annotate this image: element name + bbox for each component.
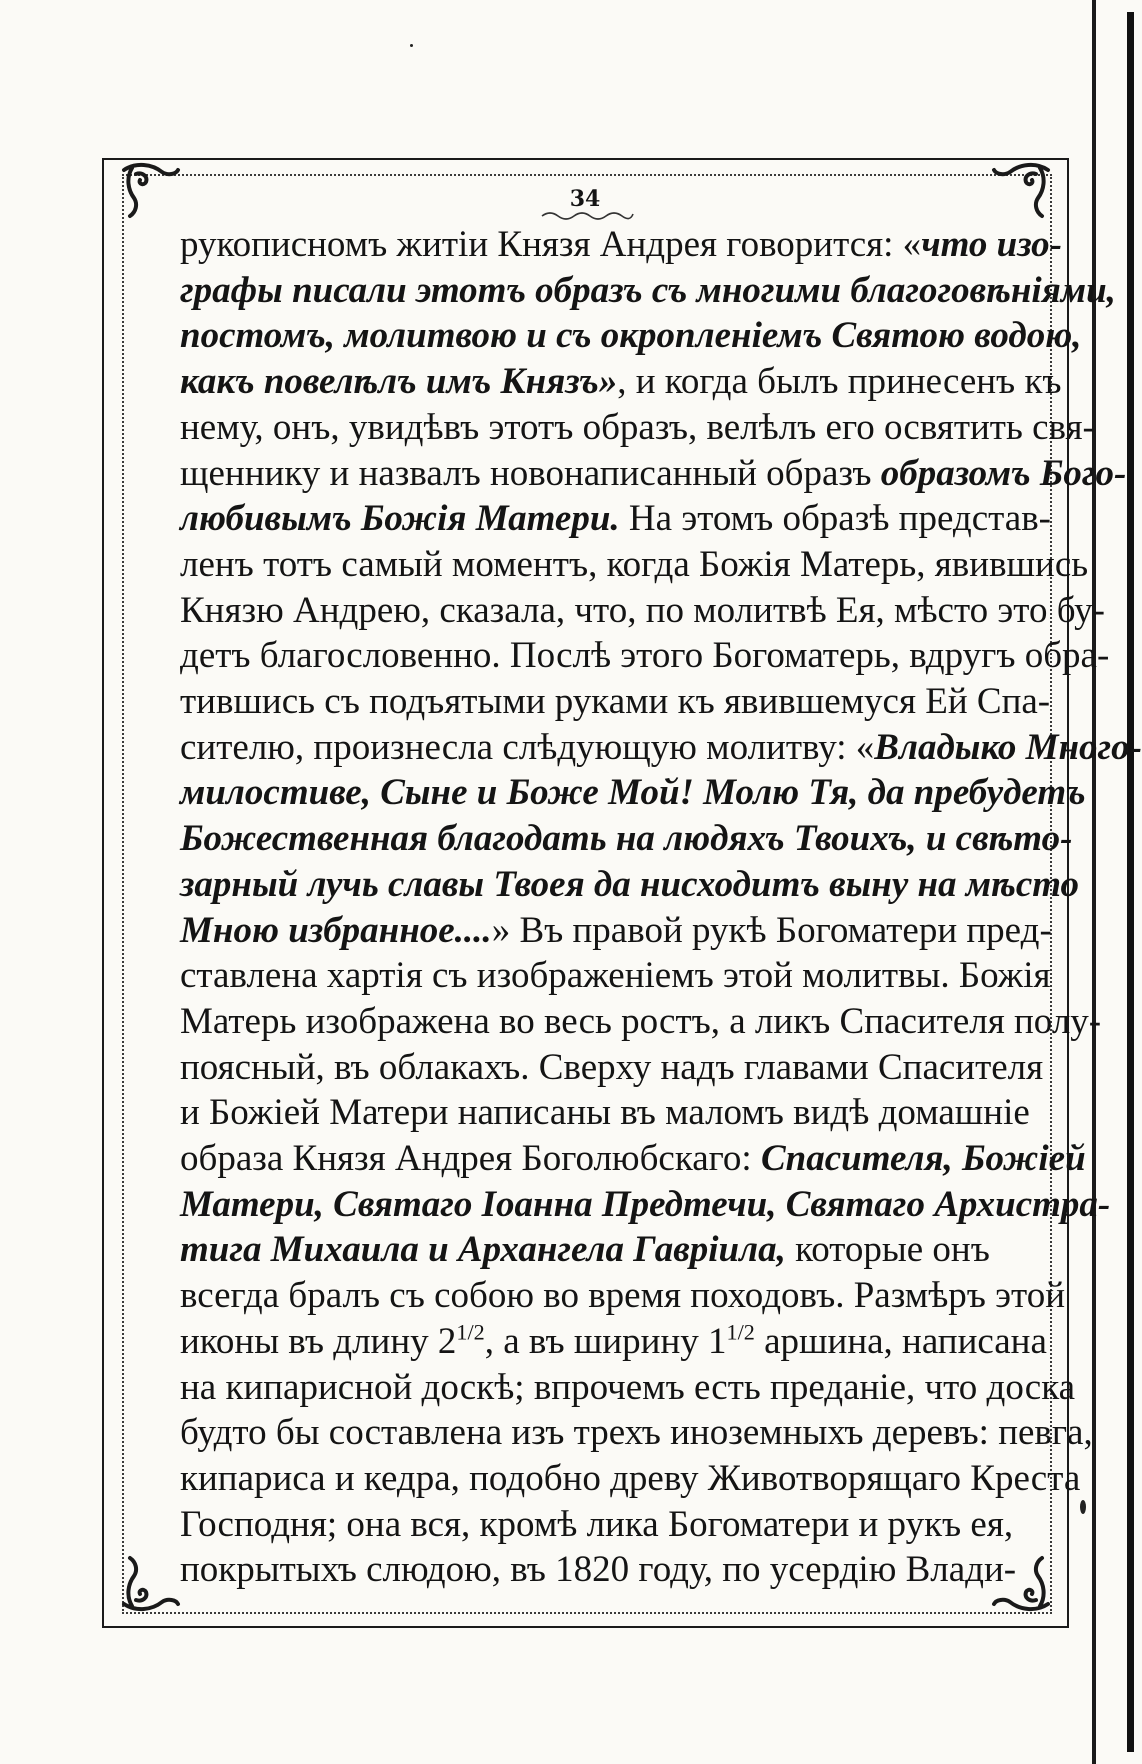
italic-text: Владыко Много- — [874, 726, 1142, 768]
text-run: поясный, въ облакахъ. Сверху надъ главами Спасителя — [180, 1046, 1044, 1088]
text-run: образа Князя Андрея Боголюбскаго: — [180, 1138, 761, 1180]
text-line — [180, 1182, 1111, 1228]
text-run: всегда бралъ съ собою во время походовъ. Размѣръ этой — [180, 1275, 1066, 1317]
text-run: тившись съ подъятыми руками къ явившемуся Ей Спа- — [180, 681, 1051, 723]
italic-text: тига Михаила и Архангела Гавріила, — [180, 1229, 786, 1271]
scan-speck — [1080, 1500, 1086, 1514]
scan-speck — [410, 44, 413, 47]
italic-text: постомъ, молитвою и съ окропленіемъ Святою водою, — [180, 315, 1082, 357]
text-line — [180, 679, 1051, 725]
italic-text: Мною избранное.... — [180, 909, 492, 951]
text-line — [180, 1410, 1093, 1456]
text-run: сителю, произнесла слѣдующую молитву: « — [180, 726, 875, 768]
italic-text: образомъ Бого- — [880, 452, 1127, 494]
fraction-superscript: 1/2 — [456, 1319, 485, 1345]
text-run: покрытыхъ слюдою, въ 1820 году, по усердію Влади- — [180, 1549, 1017, 1591]
italic-text: Божественная благодать на людяхъ Твоихъ, и свѣто- — [180, 818, 1073, 860]
text-line — [180, 451, 1127, 497]
text-line — [180, 542, 1089, 588]
scan-edge — [1127, 12, 1134, 1752]
text-line — [180, 1502, 1014, 1548]
italic-text: Спасителя, Божіей — [760, 1138, 1086, 1180]
italic-text: что изо- — [921, 224, 1062, 265]
text-line — [180, 359, 1062, 405]
text-line — [180, 1273, 1066, 1319]
italic-text: милостиве, Сыне и Боже Мой! Молю Тя, да пребудетъ — [180, 772, 1086, 814]
corner-ornament-icon — [118, 1550, 182, 1614]
text-line — [180, 1136, 1086, 1182]
text-line — [180, 999, 1102, 1045]
corner-ornament-icon — [990, 160, 1054, 224]
text-run: которые онъ — [785, 1229, 990, 1271]
italic-text: Матери, Святаго Іоанна Предтечи, Святаго Архистра- — [180, 1183, 1111, 1225]
text-run: щеннику и назвалъ новонаписанный образъ — [180, 452, 881, 494]
text-line — [180, 1090, 1030, 1136]
page-number: 34 — [569, 186, 601, 212]
text-run: , а въ ширину 1 — [484, 1320, 727, 1362]
text-line — [180, 496, 1051, 542]
text-run: кипариса и кедра, подобно древу Животворящаго Креста — [180, 1457, 1081, 1499]
text-line — [180, 1456, 1081, 1502]
text-line — [180, 313, 1082, 359]
text-line — [180, 725, 1142, 771]
corner-ornament-icon — [118, 160, 182, 224]
italic-text: графы писали этотъ образъ съ многими благоговѣніями, — [180, 269, 1116, 311]
text-run: Матерь изображена во весь ростъ, а ликъ Спасителя полу- — [180, 1000, 1102, 1042]
text-run: » Въ правой рукѣ Богоматери пред- — [491, 909, 1052, 951]
text-line — [180, 816, 1073, 862]
italic-text: какъ повелѣлъ имъ Князъ» — [180, 361, 618, 403]
italic-text: зарный лучь славы Твоея да нисходитъ выну на мѣсто — [180, 863, 1080, 905]
text-line — [180, 770, 1086, 816]
page-body-text — [180, 222, 1142, 1593]
text-run: , и когда былъ принесенъ къ — [617, 361, 1062, 403]
text-run: ставлена хартія съ изображеніемъ этой молитвы. Божія — [180, 955, 1051, 997]
text-line — [180, 1319, 1047, 1365]
text-run: на кипарисной доскѣ; впрочемъ есть преданіе, что доска — [180, 1366, 1076, 1408]
italic-text: любивымъ Божія Матери. — [180, 498, 620, 540]
text-line — [180, 405, 1095, 451]
text-line — [180, 1365, 1076, 1411]
text-line — [180, 1227, 988, 1273]
text-line — [180, 222, 1062, 268]
scan-edge-shadow — [1092, 0, 1096, 1764]
text-line — [180, 862, 1080, 908]
text-line — [180, 908, 1052, 954]
text-line — [180, 1547, 1017, 1593]
text-line — [180, 588, 1105, 634]
text-line — [180, 633, 1110, 679]
text-run: Господня; она вся, кромѣ лика Богоматери и рукъ ея, — [180, 1503, 1014, 1545]
text-run: иконы въ длину 2 — [180, 1320, 457, 1362]
text-run: будто бы составлена изъ трехъ иноземныхъ деревъ: певга, — [180, 1412, 1093, 1454]
text-run: рукописномъ житіи Князя Андрея говорится: « — [180, 224, 922, 265]
text-run: На этомъ образѣ представ- — [619, 498, 1051, 540]
text-run: аршина, написана — [754, 1320, 1047, 1362]
text-line — [180, 268, 1116, 314]
text-line — [180, 953, 1051, 999]
swash-ornament-icon — [540, 208, 635, 220]
text-run: нему, онъ, увидѣвъ этотъ образъ, велѣлъ его освятить свя- — [180, 406, 1095, 448]
text-run: детъ благословенно. Послѣ этого Богоматерь, вдругъ обра- — [180, 635, 1110, 677]
text-run: и Божіей Матери написаны въ маломъ видѣ домашніе — [180, 1092, 1030, 1134]
text-run: Князю Андрею, сказала, что, по молитвѣ Ея, мѣсто это бу- — [180, 589, 1105, 631]
text-run: ленъ тотъ самый моментъ, когда Божія Матерь, явившись — [180, 543, 1089, 585]
text-line — [180, 1045, 1044, 1091]
fraction-superscript: 1/2 — [726, 1319, 755, 1345]
